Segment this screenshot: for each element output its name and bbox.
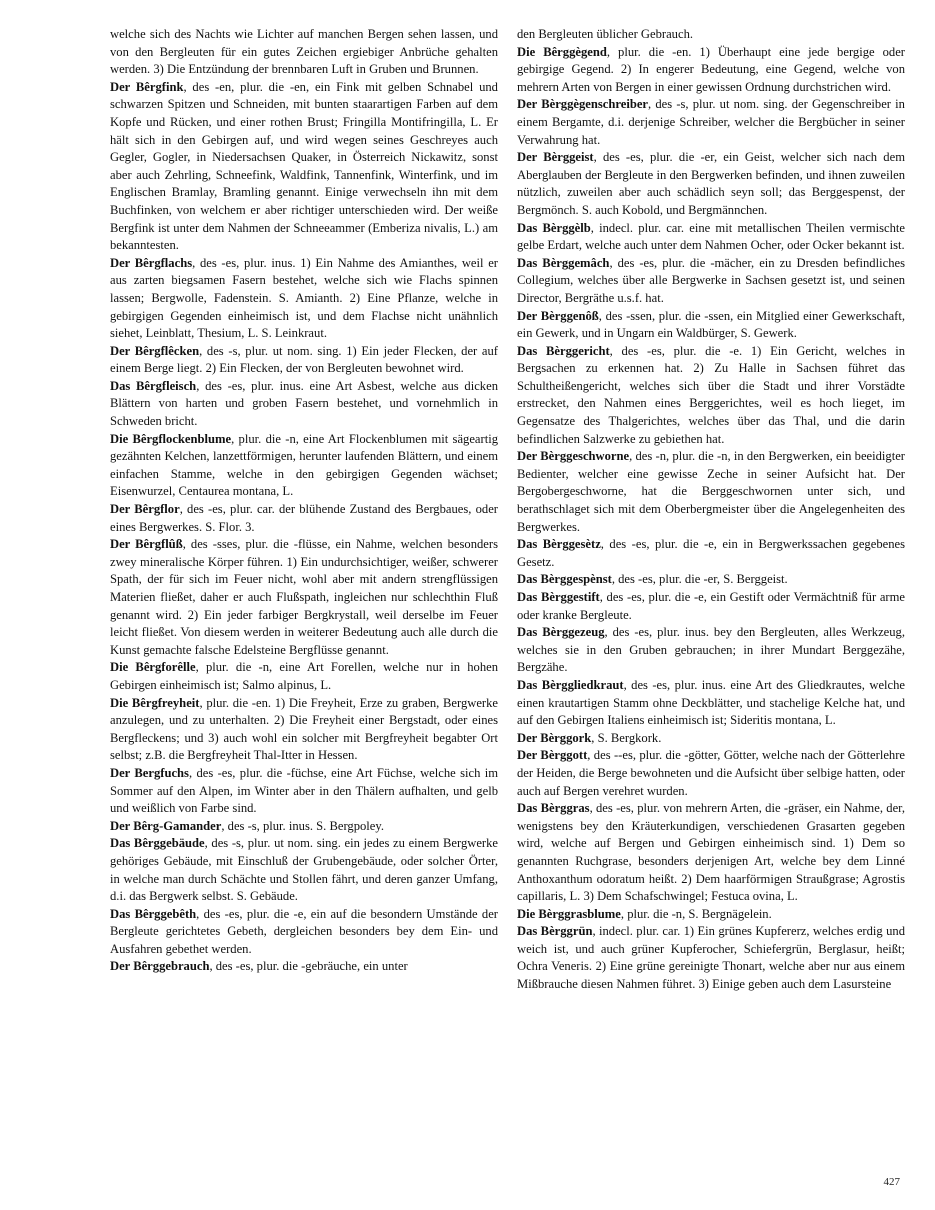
entry-text: , plur. die -en. 1) Die Freyheit, Erze zu graben, Bergwerke anzulegen, und zu unterhalten. 2) Die Freyheit einer Bergstadt, oder eines Bergfleckens; und 3) auch wohl ein solcher mit Bergfreyheit begabter Ort selbst; z.B. die Bergfreyheit Thal-Itter in Hessen. — [110, 695, 499, 763]
dictionary-entry — [110, 818, 498, 836]
entry-text: , des -es, plur. inus. 1) Ein Nahme des Amianthes, weil er aus zarten biegsamen Fasern bestehet, welche sich wie Flachs spinnen lassen; Bergwolle, Fadenstein. S. Amianth. 2) Eine Pflanze, welche in gebirgigen Gegenden einheimisch ist, und dem Flachse nicht unähnlich siehet, Leinblatt, Thesium, L. S. Leinkraut. — [110, 255, 498, 341]
entry-text: , plur. die -n, eine Art Flockenblumen mit sägeartig gezähnten Kelchen, lanzettförmigen, herunter laufenden Blättern, und einem einfachen Stamme, welche in den gebirgigen Gegenden wächset; Eisenwurzel, Centaurea montana, L. — [110, 431, 499, 499]
entry-text: , des -sses, plur. die -flüsse, ein Nahme, welchen besonders zwey mineralische Körper führen. 1) Ein undurchsichtiger, weißer, schwerer Spath, der für sich im Feuer nicht, wohl aber mit andern strengflüssigen Materien fließet, daher er auch Flußspath, ingleichen nur schlechthin Fluß genannt wird. 2) Ein jeder farbiger Bergkrystall, weil derselbe im Feuer leicht fließet. Von diesem werden in weiterer Bedeutung auch alle durch die Kunst gemachte falsche Edelsteine Bergflüsse genannt. — [110, 537, 498, 657]
dictionary-entry — [110, 255, 498, 343]
entry-headword: Das Bèrggesètz — [517, 537, 601, 552]
entry-headword: Das Bêrggebäude — [110, 836, 205, 851]
dictionary-entry — [517, 571, 905, 589]
entry-headword: Die Bêrgforêlle — [110, 660, 196, 675]
entry-headword: Die Bêrgflockenblume — [110, 431, 232, 446]
left-column — [110, 26, 498, 976]
entry-text: , des --es, plur. die -götter, Götter, welche nach der Götterlehre der Heiden, die Berge bewohneten und die Aufsicht über selbige hatten, oder auch auf Bergen verehret wurden. — [517, 748, 905, 798]
entry-text: , des -es, plur. die -e, ein auf die besondern Umstände der Bergleute gerichtetes Gebeth, dergleichen besonders bey dem Ein- und Ausfahren gebethet werden. — [110, 906, 499, 956]
entry-text: , des -es, plur. die -mächer, ein zu Dresden befindliches Collegium, welches über alle Bergwerke in Sachsen gesetzt ist, und seinen Director, Bergräthe u.s.f. hat. — [517, 255, 905, 305]
right-column — [517, 26, 905, 994]
dictionary-entry — [110, 835, 498, 905]
page-number: 427 — [883, 1176, 900, 1188]
dictionary-entry — [110, 431, 498, 501]
entry-text: , des -en, plur. die -en, ein Fink mit gelben Schnabel und schwarzen Spitzen und Schneiden, mit bunten staarartigen Farben auf dem Kopfe und Rücken, und einer rothen Brust; Fringilla Montifringilla, L. Er hält sich in den Gebirgen auf, und wird wegen seines Geschreyes auch Gegler, Gogler, in Niedersachsen Quaker, in Österreich Nickawitz, sonst aber auch Zehrling, Schneefink, Waldfink, Tannenfink, Winterfink, und im Englischen Bramlay, Bramling genannt. Einige verwechseln ihn mit dem Buchfinken, von welchem er aber richtiger unterschieden wird. Der weiße Bergfink ist unter dem Nahmen der Schneeammer (Emberiza nivalis, L.) am bekanntesten. — [110, 79, 498, 253]
entry-text: , des -es, plur. die -e. 1) Ein Gericht, welches in Bergsachen zu erkennen hat. 2) Zu Halle in Sachsen führet das Schultheißengericht, welches sich über die Stadt und ihrer Vorstädte erstrecket, den Nahmen eines Berggerichtes, weil es hoch lieget, im Gegensatze des Thalgerichtes, welches über das Thal, und die darin befindlichen Salzwerke zu gebiethen hat. — [517, 343, 905, 446]
dictionary-entry — [517, 220, 905, 255]
dictionary-entry — [517, 730, 905, 748]
entry-text: , des -es, plur. inus. eine Art des Gliedkrautes, welche einen krautartigen Stamm ohne Deckblätter, und stachelige Kelche hat, und auf den Gebirgen Italiens einheimisch ist; Sideritis montana, L. — [517, 677, 906, 728]
dictionary-entry — [517, 44, 905, 97]
entry-text: , des -es, plur. inus. bey den Bergleuten, alles Werkzeug, welches sie in den Gruben gebrauchen; in ihrer Mundart Berggezähe, Bergzähe. — [517, 625, 905, 675]
dictionary-entry — [110, 378, 498, 431]
entry-headword: Der Bèrggenôß — [517, 308, 599, 323]
entry-headword: Der Bèrggeist — [517, 150, 594, 165]
entry-headword: Der Bêrgfink — [110, 79, 184, 94]
dictionary-entry — [517, 96, 905, 149]
entry-text: , S. Bergkork. — [591, 730, 662, 745]
dictionary-entry — [110, 26, 498, 79]
entry-text: , des -es, plur. die -er, ein Geist, welcher sich nach dem Aberglauben der Bergleute in den Bergwerken befinden, und ihnen zuweilen nützlich, zuweilen aber auch schädlich seyn soll; das Berggespenst, der Bergmönch. S. auch Kobold, und Bergmännchen. — [517, 150, 905, 217]
entry-text: , des -es, plur. die -gebräuche, ein unter — [209, 959, 408, 974]
entry-headword: Die Bêrgfreyheit — [110, 695, 200, 710]
entry-headword: Das Bèrggliedkraut — [517, 677, 624, 692]
entry-headword: Das Bèrggras — [517, 801, 590, 816]
entry-text: , des -s, plur. ut nom. sing. 1) Ein jeder Flecken, der auf einem Berge liegt. 2) Ein Flecken, der von Bergleuten bewohnet wird. — [110, 343, 498, 376]
entry-text: , indecl. plur. car. eine mit metallischen Theilen vermischte gelbe Erdart, welche auch unter dem Nahmen Ocher, oder Ocker bekannt ist. — [517, 220, 905, 253]
dictionary-entry — [110, 765, 498, 818]
dictionary-entry — [110, 659, 498, 694]
dictionary-entry — [517, 589, 905, 624]
entry-headword: Der Bêrggebrauch — [110, 959, 210, 974]
entry-headword: Der Bêrgflor — [110, 502, 180, 517]
entry-headword: Der Bèrggeschworne — [517, 449, 630, 464]
dictionary-entry — [517, 624, 905, 677]
entry-text: , des -es, plur. von mehrern Arten, die -gräser, ein Nahme, der, wenigstens bey den Kräuterkundigen, verschiedenen Grasarten gegeben wird, welche auf Bergen und Gebirgen einheimisch sind. 1) Dem so genannten Ruchgrase, besonders derjenigen Art, welche bey dem Linné Anthoxanthum odoratum heißt. 2) Dem haarförmigen Straußgrase; Agrostis capillaris, L. 3) Dem Schafschwingel; Festuca ovina, L. — [517, 801, 905, 904]
entry-headword: Der Bêrg-Gamander — [110, 818, 222, 833]
entry-text: welche sich des Nachts wie Lichter auf manchen Bergen sehen lassen, und von den Bergleuten für ein gutes Zeichen ergiebiger Anbrüche gehalten werden. 3) Die Entzündung der brennbaren Luft in Gruben und Brunnen. — [110, 27, 498, 77]
dictionary-entry — [517, 906, 905, 924]
entry-headword: Die Bêrggègend — [517, 44, 607, 59]
entry-text: , des -n, plur. die -n, in den Bergwerken, ein beeidigter Bedienter, welcher eine gewisse Zeche in seiner Aufsicht hat. Der Bergobergeschworne, hat die Berggeschwornen unter sich, und berathschlaget sich mit dem Oberbergmeister über die Angelegenheiten des Bergwerkes. — [517, 449, 905, 534]
entry-headword: Das Bêrgfleisch — [110, 378, 197, 393]
entry-text: , des -s, plur. ut nom. sing. ein jedes zu einem Bergwerke gehöriges Gebäude, mit Einschluß der Grubengebäude, oder solcher Örter, in welche man durch Schächte und Stollen fährt, und deren ganzer Umfang, d.i. das Bergwerk selbst. S. Gebäude. — [110, 836, 499, 904]
entry-headword: Das Bèrggestift — [517, 590, 600, 604]
entry-headword: Das Bèrggericht — [517, 343, 610, 358]
entry-text: , des -es, plur. die -e, ein in Bergwerkssachen gegebenes Gesetz. — [517, 537, 905, 569]
dictionary-entry — [517, 448, 905, 536]
dictionary-entry — [110, 695, 498, 765]
entry-headword: Das Bèrggemâch — [517, 255, 610, 270]
entry-text: , plur. die -n, eine Art Forellen, welche nur in hohen Gebirgen einheimisch ist; Salmo alpinus, L. — [110, 660, 499, 692]
entry-text: , plur. die -en. 1) Überhaupt eine jede bergige oder gebirgige Gegend. 2) In engerer Bedeutung, eine Gegend, welche von mehrern Arten von Bergen in einer gewissen Ordnung durchstrichen wird. — [517, 44, 905, 94]
dictionary-entry — [517, 800, 905, 906]
dictionary-entry — [517, 677, 905, 730]
entry-text: , des -s, plur. inus. S. Bergpoley. — [221, 818, 385, 833]
dictionary-entry — [517, 255, 905, 308]
entry-text: , des -es, plur. die -e, ein Gestift oder Vermächtniß für arme oder kranke Bergleute. — [517, 590, 905, 622]
entry-headword: Das Bêrggebêth — [110, 906, 197, 921]
entry-text: , indecl. plur. car. 1) Ein grünes Kupfererz, welches erdig und weich ist, und auch grüner Kupferocher, Schiefergrün, Berglasur, heißt; Ochra Veneris. 2) Eine grüne gereinigte Thonart, welche aber nur aus einem Mißbrauche diesen Nahmen führet. 3) Einige geben auch dem Lasursteine — [517, 924, 905, 992]
entry-headword: Der Bêrgflûß — [110, 537, 183, 552]
entry-headword: Der Bèrggègenschreiber — [517, 97, 649, 112]
dictionary-entry — [110, 343, 498, 378]
entry-headword: Das Bèrggezeug — [517, 625, 605, 640]
dictionary-entry — [110, 536, 498, 659]
entry-text: den Bergleuten üblicher Gebrauch. — [517, 27, 694, 41]
dictionary-entry — [517, 536, 905, 571]
entry-headword: Das Bèrggespènst — [517, 572, 612, 587]
entry-text: , des -es, plur. die -füchse, eine Art Füchse, welche sich im Sommer auf den Alpen, im Winter aber in den Thälern aufhalten, und gelb und weißlich von Farbe sind. — [110, 765, 499, 816]
entry-text: , des -es, plur. die -er, S. Berggeist. — [611, 572, 788, 587]
dictionary-entry — [517, 747, 905, 800]
entry-headword: Der Bèrggork — [517, 730, 592, 745]
dictionary-entry — [517, 343, 905, 449]
dictionary-entry — [110, 958, 498, 976]
entry-headword: Der Bêrgflêcken — [110, 343, 200, 358]
dictionary-entry — [517, 308, 905, 343]
entry-headword: Das Bèrggrün — [517, 924, 593, 939]
dictionary-entry — [517, 923, 905, 993]
dictionary-entry — [110, 906, 498, 959]
entry-text: , plur. die -n, S. Bergnägelein. — [620, 906, 772, 921]
dictionary-entry — [517, 149, 905, 219]
entry-headword: Der Bergfuchs — [110, 765, 189, 780]
entry-headword: Die Bèrggrasblume — [517, 906, 621, 921]
entry-text: , des -es, plur. car. der blühende Zustand des Bergbaues, oder eines Bergwerkes. S. Flor. 3. — [110, 502, 498, 534]
entry-text: , des -ssen, plur. die -ssen, ein Mitglied einer Gewerkschaft, ein Gewerk, und in Ungarn ein Waldbürger, S. Gewerk. — [517, 308, 906, 341]
entry-headword: Der Bèrggott — [517, 748, 588, 763]
entry-text: , des -s, plur. ut nom. sing. der Gegenschreiber in einem Bergamte, d.i. derjenige Schreiber, welcher die Bergbücher in seiner Verwahrung hat. — [517, 97, 905, 147]
dictionary-entry — [517, 26, 905, 44]
entry-headword: Das Bèrggèlb — [517, 220, 591, 235]
entry-text: , des -es, plur. inus. eine Art Asbest, welche aus dicken Blättern von harten und groben Fasern bestehet, und vornehmlich in Schweden bricht. — [110, 378, 498, 429]
dictionary-entry — [110, 501, 498, 536]
dictionary-entry — [110, 79, 498, 255]
entry-headword: Der Bêrgflachs — [110, 255, 193, 270]
